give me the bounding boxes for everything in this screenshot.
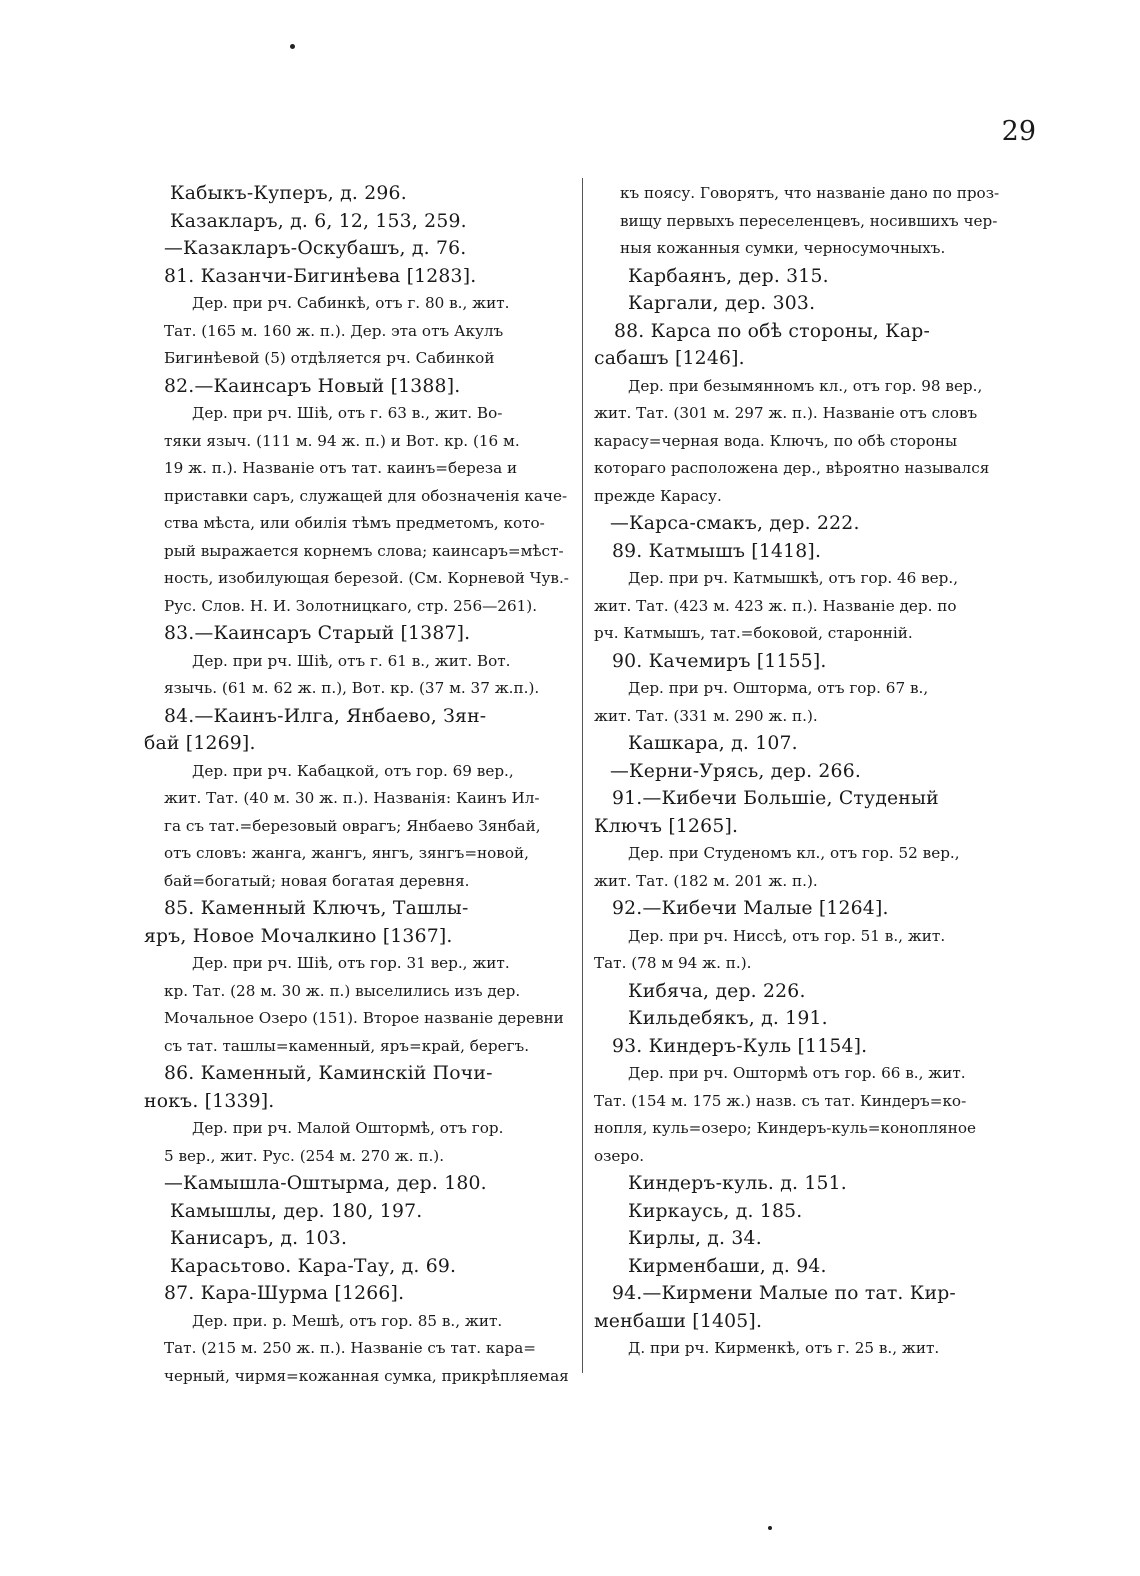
text-line: съ тат. ташлы=каменный, яръ=край, берегъ. xyxy=(164,1036,530,1055)
text-line: 85. Каменный Ключъ, Ташлы- xyxy=(164,898,469,919)
column-divider xyxy=(582,178,583,1373)
text-line: кр. Тат. (28 м. 30 ж. п.) выселились изъ дер. xyxy=(164,981,521,1000)
text-line: Дер. при рч. Ошторма, отъ гор. 67 в., xyxy=(628,679,929,697)
text-line: Бигинѣевой (5) отдѣляется рч. Сабинкой xyxy=(164,349,495,367)
text-line: менбаши [1405]. xyxy=(594,1310,763,1332)
text-line: черный, чирмя=кожанная сумка, прикрѣпляемая xyxy=(164,1366,569,1385)
text-line: га съ тат.=березовый оврагъ; Янбаево Зянбай, xyxy=(164,816,541,835)
text-line: нопля, куль=озеро; Киндеръ-куль=конопляное xyxy=(594,1119,977,1137)
text-line: Канисаръ, д. 103. xyxy=(170,1228,348,1249)
text-line: Дер. при Студеномъ кл., отъ гор. 52 вер., xyxy=(628,844,960,862)
text-line: бай=богатый; новая богатая деревня. xyxy=(164,871,470,890)
text-line: —Казакларъ-Оскубашъ, д. 76. xyxy=(164,238,467,259)
text-line: 94.—Кирмени Малые по тат. Кир- xyxy=(612,1283,956,1304)
text-line: 5 вер., жит. Рус. (254 м. 270 ж. п.). xyxy=(164,1146,445,1165)
text-line: Тат. (154 м. 175 ж.) назв. съ тат. Киндеръ=ко- xyxy=(594,1091,967,1110)
text-line: нокъ. [1339]. xyxy=(144,1090,275,1112)
text-line: Тат. (215 м. 250 ж. п.). Названіе съ тат. кара= xyxy=(164,1339,536,1357)
text-line: жит. Тат. (40 м. 30 ж. п.). Названія: Каинъ Ил- xyxy=(164,789,540,807)
speck-mark xyxy=(768,1526,772,1530)
text-line: Каргали, дер. 303. xyxy=(628,293,816,314)
text-line: Дер. при. р. Мешѣ, отъ гор. 85 в., жит. xyxy=(192,1311,503,1330)
text-line: прежде Карасу. xyxy=(594,486,722,505)
text-line: жит. Тат. (182 м. 201 ж. п.). xyxy=(594,871,818,890)
text-line: 84.—Каинъ-Илга, Янбаево, Зян- xyxy=(164,705,487,727)
text-line: Дер. при рч. Кабацкой, отъ гор. 69 вер., xyxy=(192,761,514,780)
text-line: Мочальное Озеро (151). Второе названіе деревни xyxy=(164,1009,564,1027)
text-line: Кирлы, д. 34. xyxy=(628,1228,762,1249)
text-line: 81. Казанчи-Бигинѣева [1283]. xyxy=(164,265,477,287)
text-line: Дер. при рч. Малой Оштормѣ, отъ гор. xyxy=(192,1119,504,1137)
text-line: Кабыкъ-Куперъ, д. 296. xyxy=(170,183,407,204)
text-line: 86. Каменный, Каминскій Почи- xyxy=(164,1063,493,1084)
text-line: 83.—Каинсаръ Старый [1387]. xyxy=(164,623,471,644)
text-line: Карбаянъ, дер. 315. xyxy=(628,265,829,287)
text-line: Ключъ [1265]. xyxy=(594,815,739,837)
text-line: 90. Качемиръ [1155]. xyxy=(612,650,827,672)
text-line: сабашъ [1246]. xyxy=(594,348,745,369)
text-line: рый выражается корнемъ слова; каинсаръ=мѣст- xyxy=(164,541,564,560)
text-line: Тат. (78 м 94 ж. п.). xyxy=(594,954,752,972)
text-line: карасу=черная вода. Ключъ, по обѣ стороны xyxy=(594,431,958,450)
text-line: Карасьтово. Кара-Тау, д. 69. xyxy=(170,1255,457,1277)
text-line: 91.—Кибечи Большіе, Студеный xyxy=(612,788,939,809)
text-line: Киркаусь, д. 185. xyxy=(628,1200,803,1222)
text-line: Дер. при безымянномъ кл., отъ гор. 98 вер., xyxy=(628,376,983,395)
text-line: Рус. Слов. Н. И. Золотницкаго, стр. 256—261). xyxy=(164,596,538,615)
text-line: Казакларъ, д. 6, 12, 153, 259. xyxy=(170,210,467,232)
text-line: Дер. при рч. Оштормѣ отъ гор. 66 в., жит. xyxy=(628,1064,966,1082)
text-line: жит. Тат. (301 м. 297 ж. п.). Названіе отъ словъ xyxy=(594,404,978,422)
text-line: —Карса-смакъ, дер. 222. xyxy=(610,513,860,534)
text-line: 88. Карса по обѣ стороны, Кар- xyxy=(614,320,931,342)
text-line: тяки языч. (111 м. 94 ж. п.) и Вот. кр. (16 м. xyxy=(164,431,520,450)
text-line: 92.—Кибечи Малые [1264]. xyxy=(612,898,889,919)
text-line: Дер. при рч. Шіѣ, отъ гор. 31 вер., жит. xyxy=(192,954,510,972)
text-line: ность, изобилующая березой. (См. Корневой Чув.- xyxy=(164,569,569,587)
text-line: 82.—Каинсаръ Новый [1388]. xyxy=(164,375,461,397)
text-line: 93. Киндеръ-Куль [1154]. xyxy=(612,1035,868,1057)
text-line: Камышлы, дер. 180, 197. xyxy=(170,1200,423,1222)
text-line: Кирменбаши, д. 94. xyxy=(628,1255,827,1277)
text-line: Дер. при рч. Ниссѣ, отъ гор. 51 в., жит. xyxy=(628,926,946,945)
text-line: котораго расположена дер., вѣроятно назывался xyxy=(594,459,990,477)
text-line: Дер. при рч. Шіѣ, отъ г. 61 в., жит. Вот. xyxy=(192,651,511,670)
text-line: Киндеръ-куль. д. 151. xyxy=(628,1173,847,1194)
text-line: приставки саръ, служащей для обозначенія каче- xyxy=(164,486,568,505)
text-line: 19 ж. п.). Названіе отъ тат. каинъ=береза и xyxy=(164,459,518,477)
text-line: вищу первыхъ переселенцевъ, носившихъ чер- xyxy=(620,211,998,230)
right-column xyxy=(594,180,1024,1363)
text-line: Кильдебякъ, д. 191. xyxy=(628,1008,828,1029)
text-line: Дер. при рч. Шіѣ, отъ г. 63 в., жит. Во- xyxy=(192,404,503,422)
text-line: —Керни-Урясь, дер. 266. xyxy=(610,760,862,782)
text-line: яръ, Новое Мочалкино [1367]. xyxy=(144,925,453,947)
text-line: рч. Катмышъ, тат.=боковой, старонній. xyxy=(594,624,913,642)
left-column xyxy=(144,180,569,1390)
speck-mark xyxy=(290,44,295,49)
text-line: Д. при рч. Кирменкѣ, отъ г. 25 в., жит. xyxy=(628,1339,940,1357)
text-line: Кашкара, д. 107. xyxy=(628,733,798,754)
text-line: озеро. xyxy=(594,1146,645,1165)
text-line: къ поясу. Говорятъ, что названіе дано по проз- xyxy=(620,184,1000,202)
text-line: 89. Катмышъ [1418]. xyxy=(612,540,822,562)
text-line: жит. Тат. (423 м. 423 ж. п.). Названіе дер. по xyxy=(594,596,957,615)
text-line: отъ словъ: жанга, жангъ, янгъ, зянгъ=новой, xyxy=(164,844,529,862)
text-line: Дер. при рч. Сабинкѣ, отъ г. 80 в., жит. xyxy=(192,294,510,312)
text-line: ства мѣста, или обилія тѣмъ предметомъ, кото- xyxy=(164,514,545,532)
text-line: 87. Кара-Шурма [1266]. xyxy=(164,1283,405,1304)
text-line: бай [1269]. xyxy=(144,733,256,754)
text-line: жит. Тат. (331 м. 290 ж. п.). xyxy=(594,706,818,725)
text-line: Тат. (165 м. 160 ж. п.). Дер. эта отъ Акулъ xyxy=(164,321,504,340)
text-line: Кибяча, дер. 226. xyxy=(628,980,806,1002)
text-line: ныя кожанныя сумки, черносумочныхъ. xyxy=(620,239,946,257)
text-line: —Камышла-Оштырма, дер. 180. xyxy=(164,1173,487,1194)
text-line: язычь. (61 м. 62 ж. п.), Вот. кр. (37 м. 37 ж.п.). xyxy=(164,679,540,697)
page-number: 29 xyxy=(1001,116,1036,147)
text-line: Дер. при рч. Катмышкѣ, отъ гор. 46 вер., xyxy=(628,569,959,587)
